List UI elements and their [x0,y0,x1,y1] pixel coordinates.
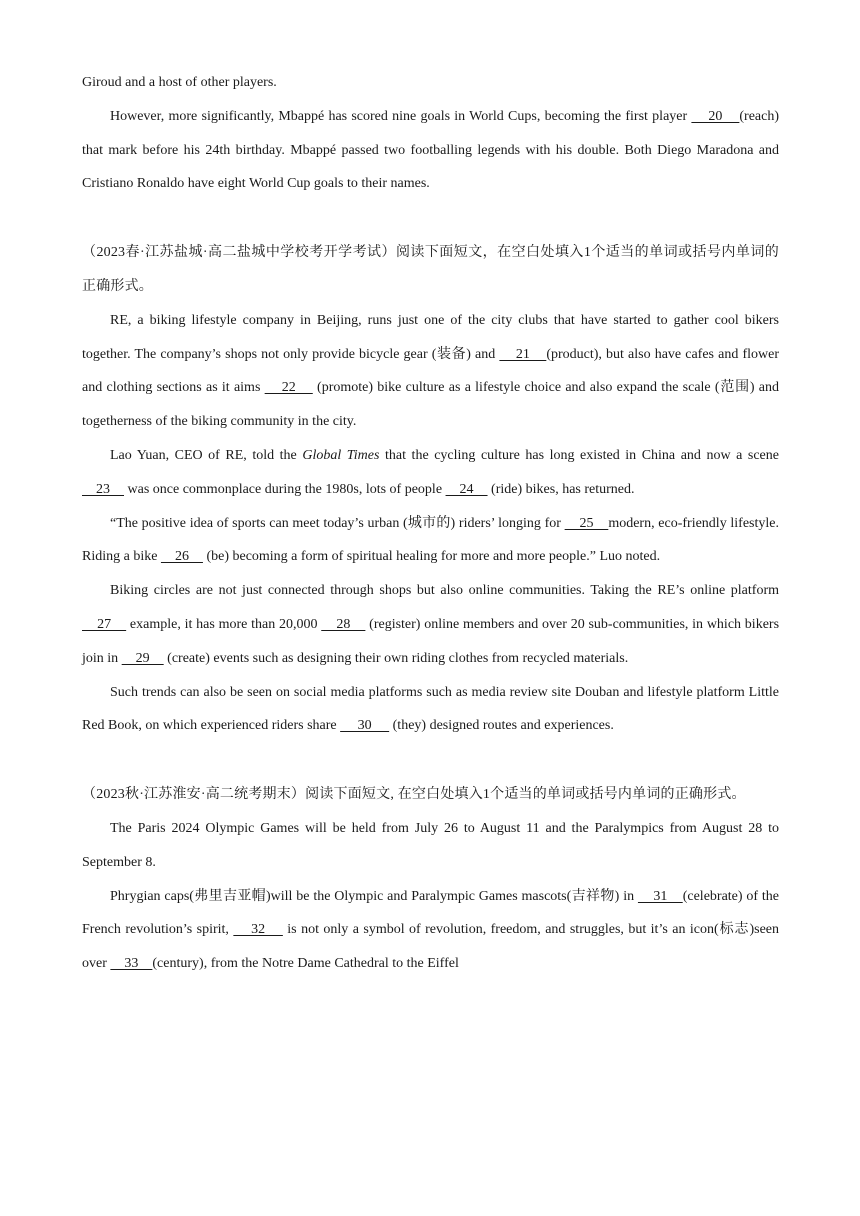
blank-30[interactable]: 30 [340,718,390,734]
document-page [82,66,779,981]
blank-25[interactable]: 25 [564,515,609,531]
question-source-heading: （2023春·江苏盐城·高二盐城中学校考开学考试）阅读下面短文，在空白处填入1个适当的单词或括号内单词的正确形式。 [82,245,779,294]
paragraph [82,66,779,100]
blank-24[interactable]: 24 [445,481,488,497]
paragraph: However, more significantly, Mbappé has scored nine goals in World Cups, becoming the first player 20 (reach) that mark before his 24th birthday. Mbappé passed two footballing legends with his double. Both Diego Maradona and Cristiano Ronaldo have eight World Cup goals to their names. [82,108,780,192]
blank-31[interactable]: 31 [637,888,683,904]
blank-28[interactable]: 28 [321,616,366,632]
paragraph: Biking circles are not just connected through shops but also online communities. Taking the RE’s online platform 27 example, it has more than 20,000 28 (register) online members and over 20 sub-communities, in which bikers join in 29 (create) events such as designing their own riding clothes from recycled materials. [82,583,780,666]
blank-27[interactable]: 27 [82,616,127,632]
blank-22[interactable]: 22 [264,380,313,396]
blank-32[interactable]: 32 [233,922,283,938]
paragraph: Such trends can also be seen on social media platforms such as media review site Douban and lifestyle platform Little Red Book, on which experienced riders share 30 (they) designed routes and experiences. [82,684,779,734]
newspaper-title: Global Times [302,447,380,463]
paragraph: Phrygian caps(弗里吉亚帽)will be the Olympic and Paralympic Games mascots(吉祥物) in 31 (celebrate) of the French revolution’s spirit, 32 is not only a symbol of revolution, freedom, and struggles, but it’s an icon(标志)seen over 33 (century), from the Notre Dame Cathedral to the Eiffel [82,888,780,972]
blank-23[interactable]: 23 [82,481,124,497]
blank-21[interactable]: 21 [499,346,547,362]
blank-20[interactable]: 20 [691,108,740,124]
question-source-heading: （2023秋·江苏淮安·高二统考期末）阅读下面短文, 在空白处填入1个适当的单词或括号内单词的正确形式。 [82,787,746,803]
text: Giroud and a host of other players. [82,75,277,90]
paragraph: Lao Yuan, CEO of RE, told the Global Times that the cycling culture has long existed in China and now a scene 23 was once commonplace during the 1980s, lots of people 24 (ride) bikes, has returned. [82,447,779,497]
paragraph: “The positive idea of sports can meet today’s urban (城市的) riders’ longing for 25 modern, eco-friendly lifestyle. Riding a bike 26 (be) becoming a form of spiritual healing for more and more people.” Luo noted. [82,515,779,565]
paragraph: The Paris 2024 Olympic Games will be held from July 26 to August 11 and the Paralympics from August 28 to September 8. [82,820,779,870]
paragraph: RE, a biking lifestyle company in Beijing, runs just one of the city clubs that have started to gather cool bikers together. The company’s shops not only provide bicycle gear (装备) and 21 (product), but also have cafes and flower and clothing sections as it aims 22 (promote) bike culture as a lifestyle choice and also expand the scale (范围) and togetherness of the biking community in the city. [82,312,779,430]
blank-29[interactable]: 29 [121,650,164,666]
blank-33[interactable]: 33 [110,956,153,972]
blank-26[interactable]: 26 [160,549,203,565]
